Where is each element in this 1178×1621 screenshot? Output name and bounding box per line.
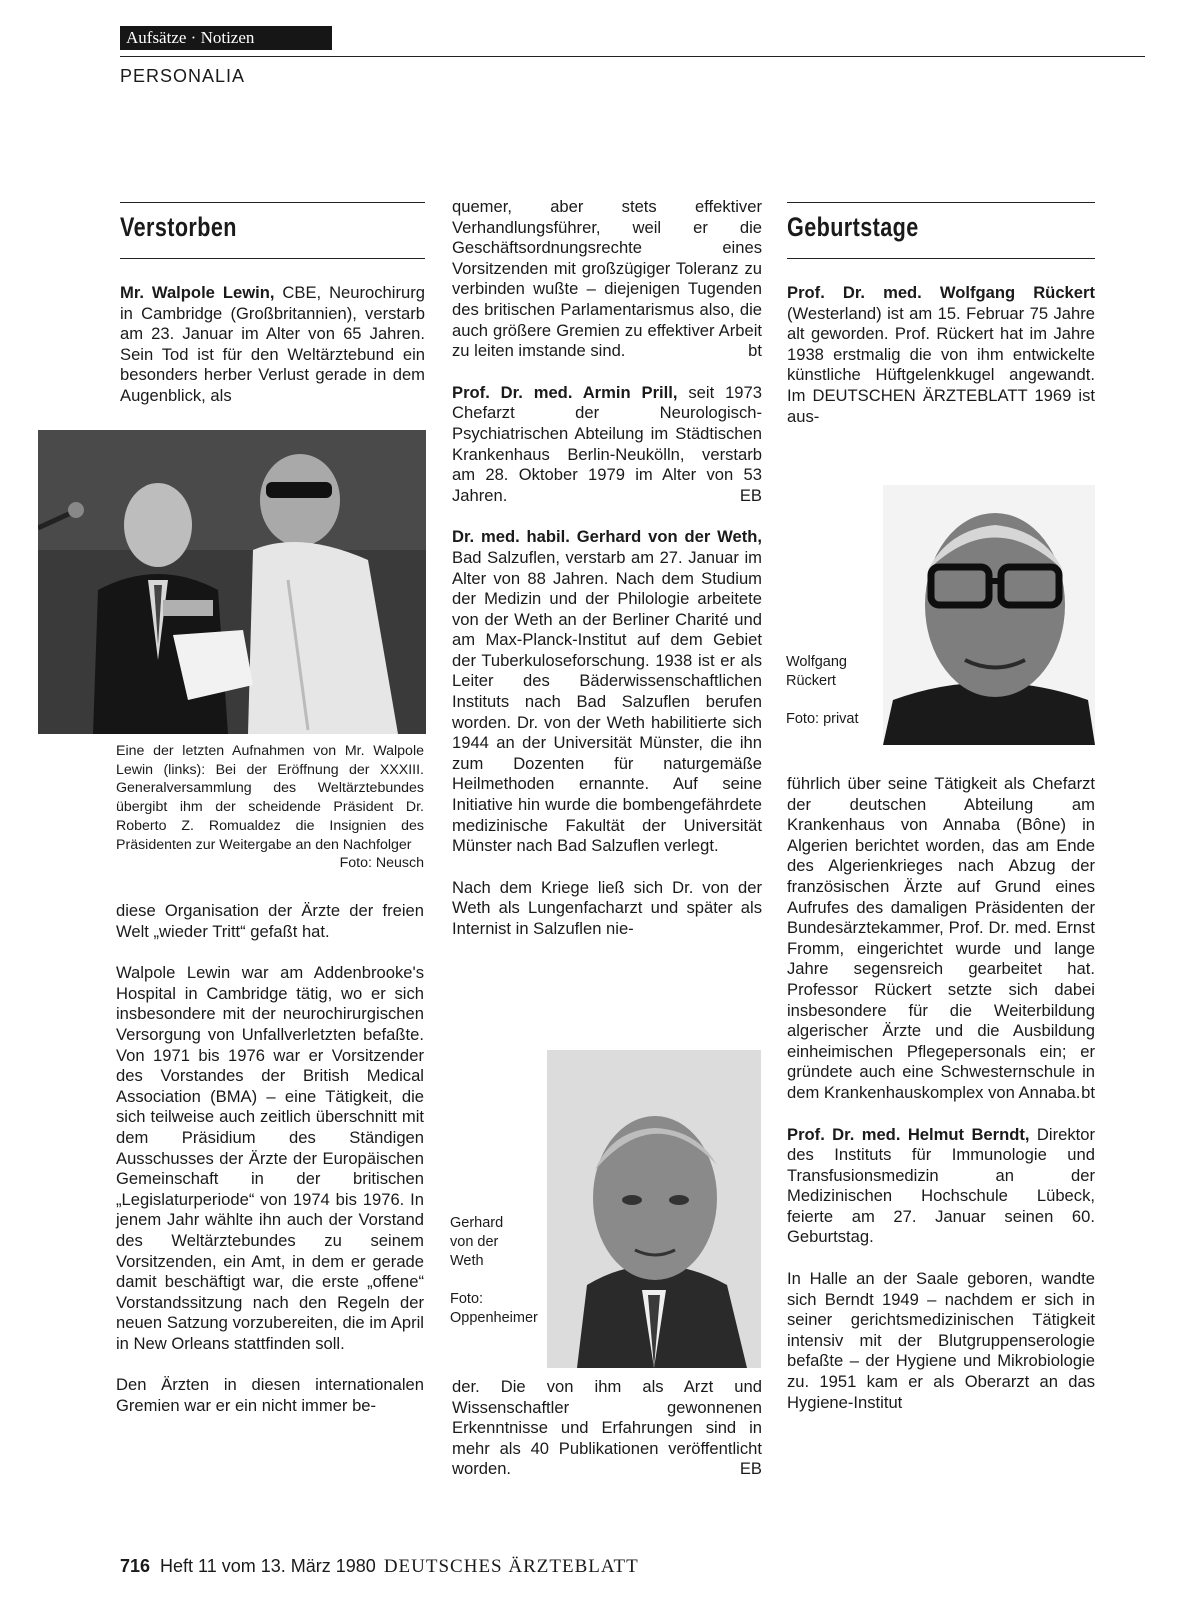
photo-caption-weth: [450, 1214, 538, 1328]
caption-text: Eine der letzten Aufnahmen von Mr. Walpole Lewin (links): Bei der Eröffnung der XXXIII. Generalversammlung des Weltärztebundes übergibt ihm der scheidende Präsident Dr. Roberto Z. Romualdez die Insignien des Präsidenten zur Weitergabe an den Nachfolger: [116, 743, 424, 853]
article-weth-end: [452, 1377, 762, 1501]
article-text: CBE, Neurochirurg in Cambridge (Großbritannien), verstarb am 23. Januar im Alter von 65 Jahren. Sein Tod ist für den Weltärztebund ein besonders herber Verlust gerade in dem Augenblick, als: [120, 283, 425, 405]
article-rueckert-intro: [787, 283, 1095, 427]
paragraph: diese Organisation der Ärzte der freien Welt „wieder Tritt“ gefaßt hat.: [116, 901, 424, 941]
photo-lewin-ceremony: [38, 430, 426, 734]
person-name: Prof. Dr. med. Helmut Berndt,: [787, 1124, 1030, 1144]
caption-name: Gerhard von der Weth: [450, 1215, 504, 1269]
photo-credit: Foto: Oppenheimer: [450, 1291, 538, 1326]
article-lewin-intro: [120, 283, 425, 407]
article-berndt: [787, 1125, 1095, 1249]
section-tag: Aufsätze · Notizen: [120, 26, 332, 50]
person-name: Mr. Walpole Lewin,: [120, 283, 275, 302]
article-rueckert-cont: [787, 774, 1095, 1104]
person-name: Dr. med. habil. Gerhard von der Weth,: [452, 527, 762, 547]
paragraph: In Halle an der Saale geboren, wandte sich Berndt 1949 – nachdem er sich in seiner gerichtsmedizinischen Tätigkeit intensiv mit der Blutgruppenserologie befaßte – der Hygiene und Mikrobiologie zu. 1951 kam er als Oberarzt an das Hygiene-Institut: [787, 1269, 1095, 1412]
heading-rule-bottom: [787, 258, 1095, 259]
heading-rule-top: [120, 202, 425, 203]
article-text: Bad Salzuflen, verstarb am 27. Januar im Alter von 88 Jahren. Nach dem Studium der Medizin und der Philologie arbeitete von der Weth an der Berliner Charité und am Max-Planck-Institut auf dem Gebiet der Tuberkuloseforschung. 1938 ist er als Leiter des Bäderwissenschaftlichen Instituts nach Bad Salzuflen berufen worden. Dr. von der Weth habilitierte sich 1944 an der Universität Münster, die ihn zum Dozenten für naturgemäße Heilmethoden ernannte. Auf seine Initiative hin wurde die bombengefährdete medizinische Fakultät der Universität Münster nach Bad Salzuflen verlegt.: [452, 547, 762, 856]
article-prill: [452, 383, 762, 507]
photo-weth-portrait: [547, 1050, 761, 1368]
column-3-body: [787, 774, 1095, 1434]
photo-caption-lewin: [116, 742, 424, 873]
issue-info: Heft 11 vom 13. März 1980: [160, 1556, 376, 1576]
person-name: Prof. Dr. med. Armin Prill,: [452, 382, 678, 402]
article-text: seit 1973 Chefarzt der Neurologisch-Psychiatrischen Abteilung im Städtischen Krankenhaus Berlin-Neukölln, verstarb am 28. Oktober 1979 im Alter von 53 Jahren.: [452, 382, 762, 505]
article-lewin-body: [116, 901, 424, 1438]
author-initials: EB: [739, 1459, 762, 1479]
photo-caption-rueckert: [786, 653, 866, 729]
journal-title: DEUTSCHES ÄRZTEBLATT: [383, 1556, 639, 1577]
photo-rueckert-portrait: [883, 485, 1095, 745]
article-weth: [452, 527, 762, 857]
heading-rule-bottom: [120, 258, 425, 259]
article-lewin-end: [452, 197, 762, 362]
paragraph: Walpole Lewin war am Addenbrooke's Hospital in Cambridge tätig, wo er sich insbesondere mit der neurochirurgischen Versorgung von Unfallverletzten befaßte. Von 1971 bis 1976 war er Vorsitzender des Vorstandes der British Medical Association (BMA) – eine Tätigkeit, die sich teilweise auch zeitlich überschnitt mit dem Präsidium des Ständigen Ausschusses der Ärzte der Europäischen Gemeinschaft in der britischen „Legislaturperiode“ von 1974 bis 1976. In jenem Jahr wählte ihn auch der Vorstand des Weltärztebundes zu seinem Vorsitzenden, ein Amt, in dem er gerade damit beschäftigt war, die erste „offene“ Vorstandssitzung nach den Regeln der neuen Satzung vorzubereiten, die im April in New Orleans stattfinden soll.: [116, 963, 424, 1353]
photo-credit: Foto: Neusch: [339, 855, 424, 872]
page-number: 716: [120, 1556, 151, 1576]
heading-verstorben: Verstorben: [120, 212, 237, 242]
article-text: quemer, aber stets effektiver Verhandlungsführer, weil er die Geschäftsordnungsrechte eines Vorsitzenden mit großzügiger Toleranz zu verbinden wußte – diejenigen Tugenden des britischen Parlamentarismus also, die auch größere Gremien zu effektiver Arbeit zu leiten imstande sind.: [452, 197, 762, 361]
author-initials: bt: [748, 341, 762, 361]
column-2-top: [452, 197, 762, 961]
page-footer: [120, 1556, 639, 1578]
paragraph: Nach dem Kriege ließ sich Dr. von der Weth als Lungenfacharzt und später als Internist in Salzuflen nie-: [452, 877, 762, 938]
article-text: führlich über seine Tätigkeit als Chefarzt der deutschen Abteilung am Krankenhaus von Annaba (Bône) in Algerien berichtet worden, das am Ende des Algerienkrieges nach Abzug der französischen Ärzte auf Grund eines Aufrufes des damaligen Präsidenten der Bundesärztekammer, Prof. Dr. med. Ernst Fromm, eingerichtet wurde und lange Jahre segensreich gearbeitet hat. Professor Rückert setzte sich dabei insbesondere für die Weiterbildung algerischer Ärzte und die Ausbildung einheimischen Pflegepersonals ein; er gründete auch eine Schwesternschule in dem Krankenhauskomplex von Annaba.: [787, 774, 1095, 1102]
article-text: (Westerland) ist am 15. Februar 75 Jahre alt geworden. Prof. Rückert hat im Jahre 1938 erstmalig die von ihm entwickelte künstliche Hüftgelenkkugel angewandt. Im DEUTSCHEN ÄRZTEBLATT 1969 ist aus-: [787, 303, 1095, 426]
header-rule: [120, 56, 1145, 57]
article-text: Direktor des Instituts für Immunologie und Transfusionsmedizin an der Medizinischen Hochschule Lübeck, feierte am 27. Januar seinen 60. Geburtstag.: [787, 1124, 1096, 1247]
author-initials: bt: [1081, 1082, 1095, 1102]
article-text: der. Die von ihm als Arzt und Wissenschaftler gewonnenen Erkenntnisse und Erfahrungen sind in mehr als 40 Publikationen veröffentlicht worden.: [452, 1377, 762, 1479]
person-name: Prof. Dr. med. Wolfgang Rückert: [787, 283, 1095, 302]
paragraph: [452, 1377, 762, 1480]
heading-rule-top: [787, 202, 1095, 203]
author-initials: EB: [739, 485, 762, 505]
paragraph: Den Ärzten in diesen internationalen Gremien war er ein nicht immer be-: [116, 1375, 424, 1416]
heading-geburtstage: Geburtstage: [787, 212, 919, 242]
caption-name: Wolfgang Rückert: [786, 654, 847, 689]
category-label: PERSONALIA: [120, 66, 246, 86]
photo-credit: Foto: privat: [786, 711, 859, 727]
